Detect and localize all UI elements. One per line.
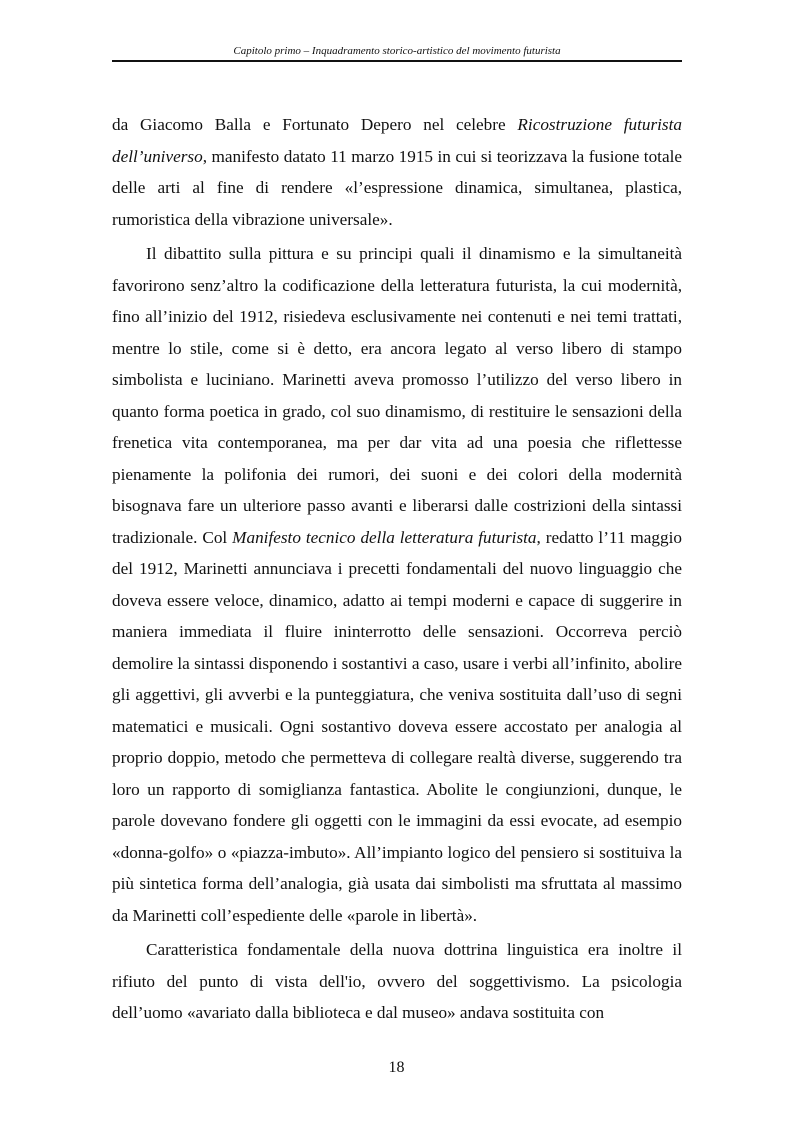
paragraph-2-text-b: , redatto l’11 maggio del 1912, Marinetti annunciava i precetti fondamentali del nuovo linguaggio che doveva essere veloce, dinamico, adatto ai tempi moderni e capace di suggerire in maniera immediata il fluire ininterrotto delle sensazioni. Occorreva perciò demolire la sintassi disponendo i sostantivi a caso, usare i verbi all’infinito, abolire gli aggettivi, gli avverbi e la punteggiatura, che veniva sostituita dall’uso di segni matematici e musicali. Ogni sostantivo doveva essere accostato per analogia al proprio doppio, metodo che permetteva di collegare realtà diverse, suggerendo tra loro un rapporto di somiglianza fantastica. Abolite le congiunzioni, dunque, le parole dovevano fondere gli oggetti con le immagini da essi evocate, ad esempio «donna-golfo» o «piazza-imbuto». All’impianto logico del pensiero si sostituiva la più sintetica forma dell’analogia, già usata dai simbolisti ma sfruttata al massimo da Marinetti coll’espediente delle «parole in libertà».	[112, 527, 682, 925]
body-text	[112, 109, 682, 1029]
header-rule	[112, 60, 682, 62]
paragraph-1-text-b: , manifesto datato 11 marzo 1915 in cui si teorizzava la fusione totale delle arti al fine di rendere «l’espressione dinamica, simultanea, plastica, rumoristica della vibrazione universale».	[112, 146, 682, 229]
running-header: Capitolo primo – Inquadramento storico-artistico del movimento futurista	[233, 45, 561, 57]
page-number: 18	[388, 1059, 405, 1076]
paragraph-2-text-a: Il dibattito sulla pittura e su principi quali il dinamismo e la simultaneità favorirono senz’altro la codificazione della letteratura futurista, la cui modernità, fino all’inizio del 1912, risiedeva esclusivamente nei contenuti e nei temi trattati, mentre lo stile, come si è detto, era ancora legato al verso libero di stampo simbolista e luciniano. Marinetti aveva promosso l’utilizzo del verso libero in quanto forma poetica in grado, col suo dinamismo, di restituire le sensazioni della frenetica vita contemporanea, ma per dar vita ad una poesia che riflettesse pienamente la polifonia dei rumori, dei suoni e dei colori della modernità bisognava fare un ulteriore passo avanti e liberarsi dalle costrizioni della sintassi tradizionale. Col	[112, 244, 682, 547]
paragraph-3: Caratteristica fondamentale della nuova dottrina linguistica era inoltre il rifiuto del punto di vista dell'io, ovvero del soggettivismo. La psicologia dell’uomo «avariato dalla biblioteca e dal museo» andava sostituita con	[112, 940, 682, 1022]
paragraph-1-title-ricostruzione: Ricostruzione futurista dell’universo	[112, 115, 682, 166]
paragraph-2-title-manifesto: Manifesto tecnico della letteratura futurista	[232, 527, 537, 547]
paragraph-1-text-a: da Giacomo Balla e Fortunato Depero nel celebre	[112, 115, 518, 134]
paragraph-2	[112, 238, 682, 931]
paragraph-1	[112, 109, 682, 235]
